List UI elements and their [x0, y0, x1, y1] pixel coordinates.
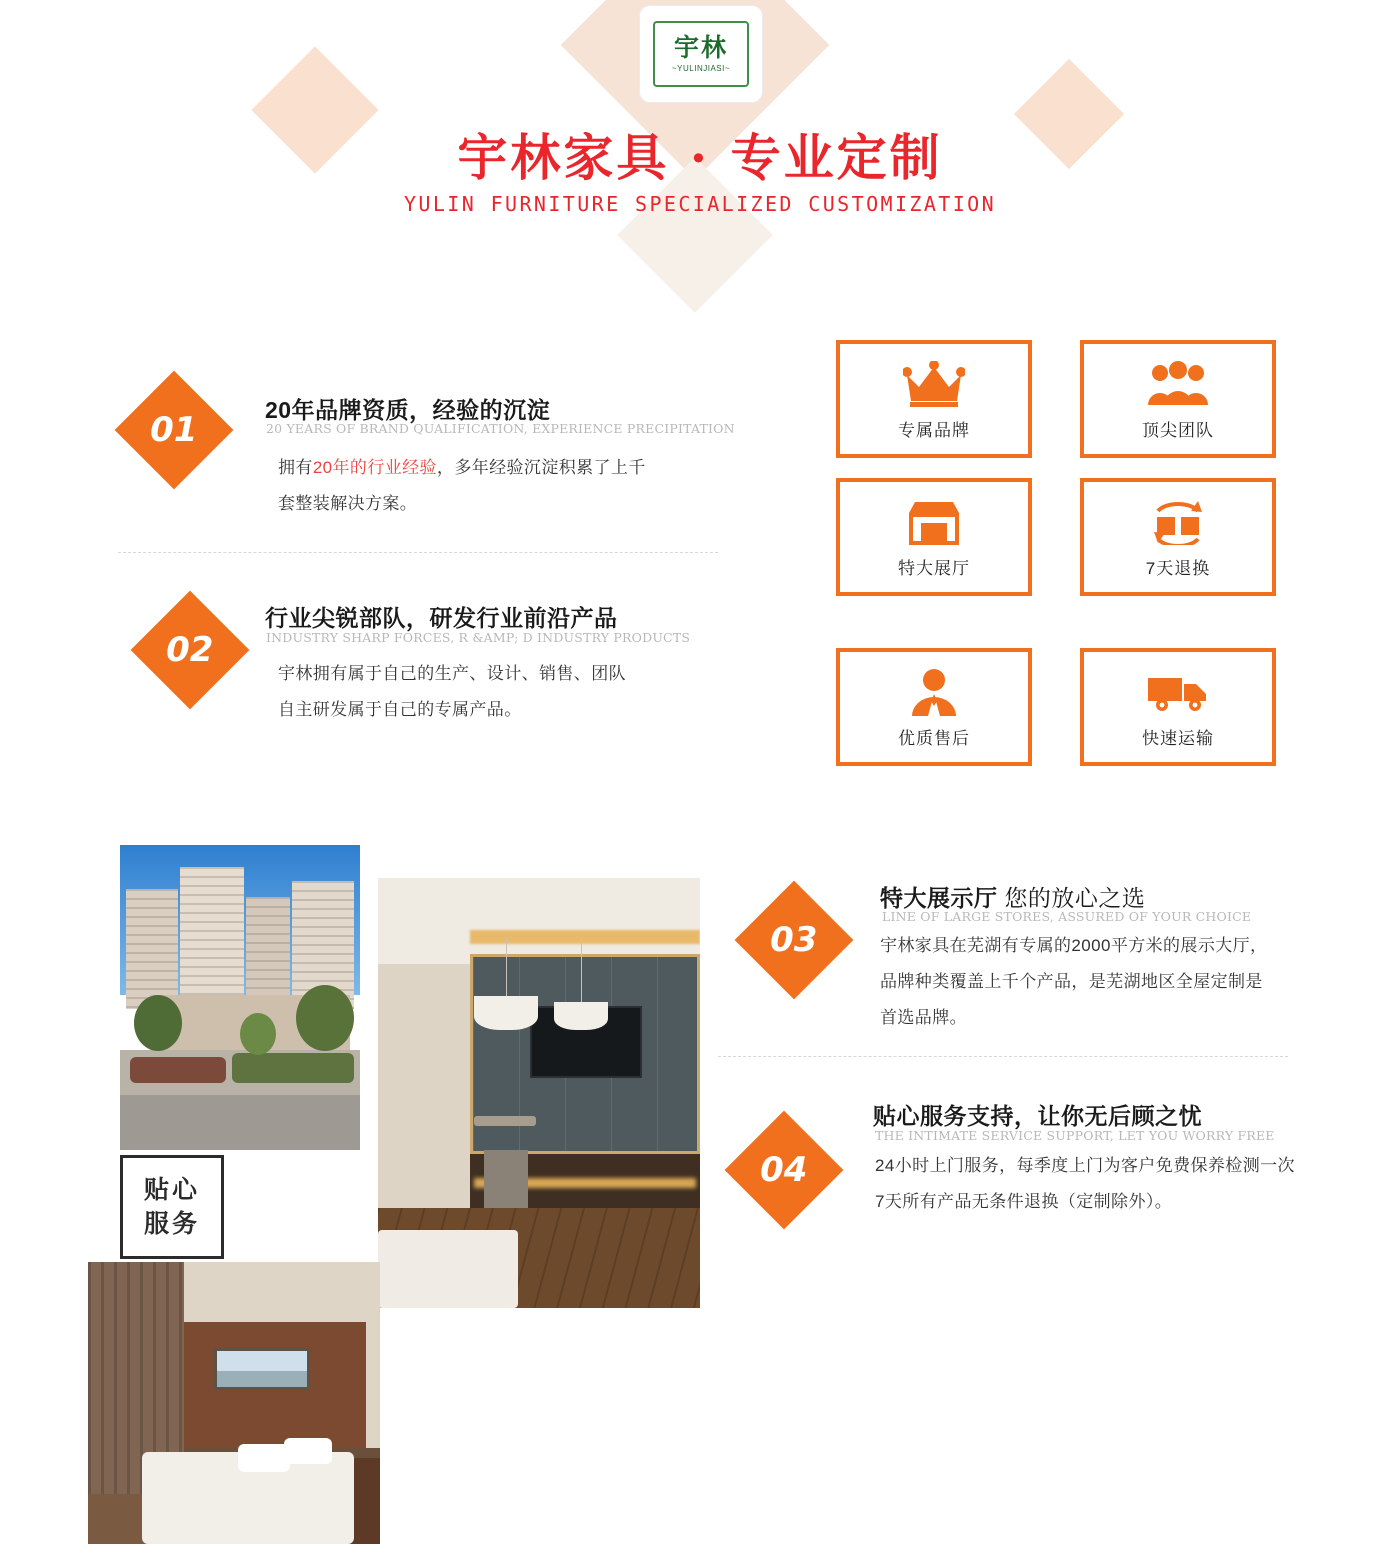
photo-ceiling — [378, 878, 700, 964]
team-icon — [1146, 358, 1210, 410]
feature-body-01-pre: 拥有 — [278, 458, 313, 477]
badge-cell-seven-day-return[interactable] — [1080, 478, 1276, 596]
feature-number-badge-04 — [725, 1111, 844, 1230]
photo-round-table — [474, 1116, 536, 1126]
feature-title-04: 贴心服务支持，让你无后顾之忧 — [873, 1103, 1202, 1129]
photo-wall-art — [214, 1348, 310, 1390]
feature-body-03-line1: 宇林家具在芜湖有专属的2000平方米的展示大厅， — [880, 936, 1268, 955]
feature-body-03-line3: 首选品牌。 — [880, 1008, 967, 1027]
photo-pendant-lamp-2 — [554, 1002, 608, 1030]
return-exchange-icon — [1148, 496, 1208, 548]
photo-building-exterior — [120, 845, 360, 1150]
badge-label-large-showroom: 特大展厅 — [898, 558, 970, 578]
feature-title-02: 行业尖锐部队，研发行业前沿产品 — [265, 605, 618, 631]
feature-body-04-line1: 24小时上门服务，每季度上门为客户免费保养检测一次 — [875, 1156, 1295, 1175]
photo-tree-2 — [296, 985, 354, 1051]
photo-tree-1 — [134, 995, 182, 1051]
service-badge-box — [120, 1155, 224, 1259]
photo-road — [120, 1095, 360, 1150]
feature-number-badge-02 — [131, 591, 250, 710]
photo-shrub-2 — [232, 1053, 354, 1083]
photo-side-wall — [378, 964, 470, 1224]
feature-divider-2 — [718, 1056, 1288, 1057]
badge-label-after-sales: 优质售后 — [898, 728, 970, 748]
photo-building-block-3 — [246, 897, 290, 1009]
feature-number-badge-01 — [115, 371, 234, 490]
brand-logo — [640, 6, 762, 102]
service-badge-line-2: 服务 — [143, 1210, 200, 1238]
delivery-truck-icon — [1146, 666, 1210, 718]
logo-chinese-text: 宇林 — [673, 33, 728, 62]
feature-body-03-line2: 品牌种类覆盖上千个产品，是芜湖地区全屋定制是 — [880, 972, 1263, 991]
storefront-icon — [905, 496, 963, 548]
feature-number-04: 04 — [760, 1149, 808, 1190]
feature-body-02-line1: 宇林拥有属于自己的生产、设计、销售、团队 — [278, 664, 626, 683]
feature-body-03 — [880, 928, 1350, 1036]
photo-building-block-1 — [126, 889, 178, 1009]
feature-divider-1 — [118, 552, 718, 553]
logo-english-text: ~YULINJIASI~ — [671, 64, 731, 73]
feature-number-badge-03 — [735, 881, 854, 1000]
service-agent-icon — [908, 666, 960, 718]
badge-label-seven-day-return: 7天退换 — [1145, 558, 1211, 578]
badge-cell-top-team[interactable] — [1080, 340, 1276, 458]
crown-icon — [903, 358, 965, 410]
service-badge-line-1: 贴心 — [143, 1176, 200, 1204]
page-header — [0, 0, 1400, 300]
feature-body-01 — [278, 450, 748, 522]
feature-subtitle-01: 20 YEARS OF BRAND QUALIFICATION, EXPERIENCE PRECIPITATION — [266, 421, 735, 436]
feature-body-04-line2: 7天所有产品无条件退换（定制除外）。 — [875, 1192, 1173, 1211]
feature-title-01: 20年品牌资质，经验的沉淀 — [265, 397, 551, 423]
badge-cell-fast-shipping[interactable] — [1080, 648, 1276, 766]
feature-title-03-strong: 特大展示厅 — [880, 885, 998, 911]
badge-label-fast-shipping: 快速运输 — [1142, 728, 1214, 748]
badge-cell-exclusive-brand[interactable] — [836, 340, 1032, 458]
feature-title-03-light: 您的放心之选 — [1004, 885, 1146, 911]
photo-living-room — [378, 878, 700, 1308]
feature-subtitle-04: THE INTIMATE SERVICE SUPPORT, LET YOU WORRY FREE — [875, 1128, 1275, 1143]
page-title: 宇林家具 · 专业定制 — [457, 128, 943, 187]
feature-body-01-highlight: 20年的行业经验 — [312, 458, 437, 477]
badge-label-top-team: 顶尖团队 — [1142, 420, 1214, 440]
badge-cell-after-sales[interactable] — [836, 648, 1032, 766]
feature-number-02: 02 — [166, 629, 214, 670]
photo-tree-3 — [240, 1013, 276, 1055]
feature-body-02-line2: 自主研发属于自己的专属产品。 — [278, 700, 522, 719]
photo-pillow-1 — [238, 1444, 290, 1472]
photo-bed-corner — [378, 1230, 518, 1308]
photo-bedroom — [88, 1262, 380, 1544]
feature-body-01-post: ，多年经验沉淀积累了上千 — [436, 458, 646, 477]
photo-stool — [484, 1150, 528, 1208]
logo-frame — [653, 21, 749, 87]
photo-pillow-2 — [284, 1438, 332, 1464]
feature-number-03: 03 — [770, 919, 818, 960]
photo-pendant-lamp-1 — [474, 996, 538, 1030]
feature-body-01-line2: 套整装解决方案。 — [278, 494, 418, 513]
photo-shrub-1 — [130, 1057, 226, 1083]
badge-label-exclusive-brand: 专属品牌 — [898, 420, 970, 440]
photo-nightstand — [350, 1458, 380, 1544]
photo-lamp-cord-2 — [581, 938, 582, 1002]
photo-cove-light — [470, 930, 700, 944]
feature-number-01: 01 — [150, 409, 198, 450]
badge-cell-large-showroom[interactable] — [836, 478, 1032, 596]
feature-subtitle-03: LINE OF LARGE STORES, ASSURED OF YOUR CHOICE — [882, 909, 1252, 924]
photo-lamp-cord-1 — [506, 938, 507, 996]
feature-body-04 — [875, 1148, 1375, 1220]
photo-building-block-2 — [180, 867, 244, 1009]
feature-body-02 — [278, 656, 748, 728]
page-subtitle: YULIN FURNITURE SPECIALIZED CUSTOMIZATION — [403, 192, 997, 216]
feature-subtitle-02: INDUSTRY SHARP FORCES, R &AMP; D INDUSTRY PRODUCTS — [266, 630, 691, 645]
